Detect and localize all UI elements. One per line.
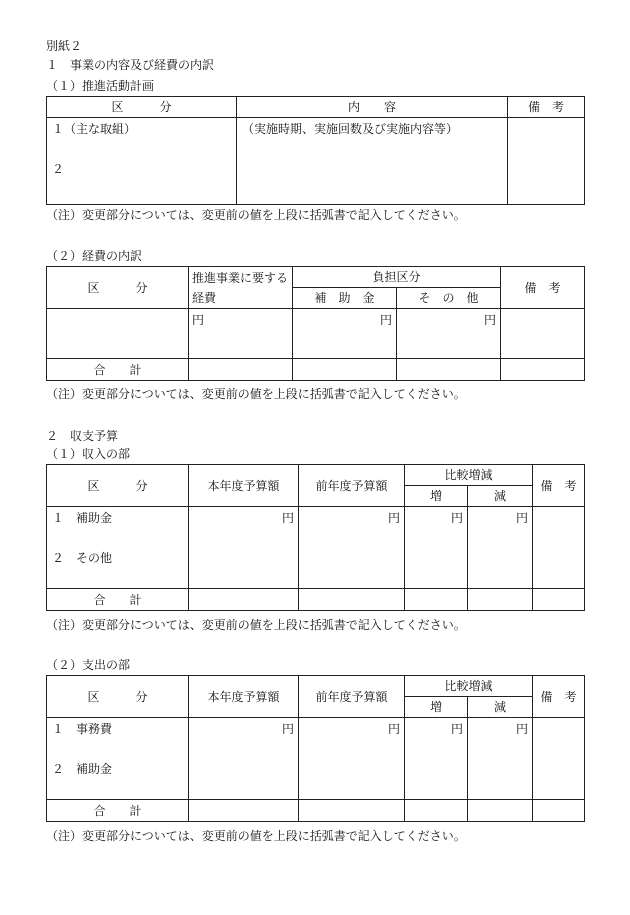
income-table — [46, 464, 585, 611]
income-header-remarks: 備 考 — [533, 465, 585, 507]
outgo-cell-current-unit: 円 — [189, 718, 299, 800]
expense-cell-category — [47, 309, 189, 359]
expense-header-subsidy: 補 助 金 — [293, 288, 397, 309]
income-header-comparison: 比較増減 — [405, 465, 533, 486]
expense-cell-remarks — [501, 309, 585, 359]
outgo-cell-remarks — [533, 718, 585, 800]
income-total-previous — [299, 589, 405, 611]
outgo-header-comparison: 比較増減 — [405, 676, 533, 697]
plan-cell-category — [47, 118, 237, 205]
outgo-header-category: 区 分 — [47, 676, 189, 718]
income-total-current — [189, 589, 299, 611]
income-row-2-label: ２ その他 — [52, 551, 113, 565]
income-cell-current-unit: 円 — [189, 507, 299, 589]
outgo-total-previous — [299, 800, 405, 822]
income-note: （注）変更部分については、変更前の値を上段に括弧書で記入してください。 — [46, 618, 466, 632]
expense-table — [46, 266, 585, 381]
expense-title: （２）経費の内訳 — [46, 249, 143, 263]
income-total-decrease — [468, 589, 533, 611]
income-total-label: 合 計 — [47, 589, 189, 611]
expense-total-label: 合 計 — [47, 359, 189, 381]
outgo-total-remarks — [533, 800, 585, 822]
outgo-header-previous: 前年度予算額 — [299, 676, 405, 718]
outgo-header-current: 本年度予算額 — [189, 676, 299, 718]
income-cell-previous-unit: 円 — [299, 507, 405, 589]
outgo-header-increase: 増 — [405, 697, 468, 718]
plan-cell-remarks — [508, 118, 585, 205]
outgo-total-label: 合 計 — [47, 800, 189, 822]
attachment-label: 別紙２ — [46, 39, 83, 53]
plan-row-1-content: （実施時期、実施回数及び実施内容等） — [242, 122, 459, 136]
income-total-remarks — [533, 589, 585, 611]
outgo-total-current — [189, 800, 299, 822]
income-header-current: 本年度予算額 — [189, 465, 299, 507]
expense-total-subsidy — [293, 359, 397, 381]
expense-note: （注）変更部分については、変更前の値を上段に括弧書で記入してください。 — [46, 387, 466, 401]
expense-header-remarks: 備 考 — [501, 267, 585, 309]
outgo-title: （２）支出の部 — [46, 658, 131, 672]
income-header-decrease: 減 — [468, 486, 533, 507]
expense-header-cost: 推進事業に要する経費 — [189, 267, 293, 309]
plan-title: （１）推進活動計画 — [46, 79, 155, 93]
plan-header-remarks: 備 考 — [508, 97, 585, 118]
plan-header-category: 区 分 — [47, 97, 237, 118]
outgo-cell-previous-unit: 円 — [299, 718, 405, 800]
income-header-previous: 前年度予算額 — [299, 465, 405, 507]
plan-note: （注）変更部分については、変更前の値を上段に括弧書で記入してください。 — [46, 208, 466, 222]
section1-title: １ 事業の内容及び経費の内訳 — [46, 58, 215, 72]
outgo-row-2-label: ２ 補助金 — [52, 762, 113, 776]
outgo-table — [46, 675, 585, 822]
income-row-1-label: １ 補助金 — [52, 511, 113, 525]
expense-cell-other-unit: 円 — [397, 309, 501, 359]
income-cell-category — [47, 507, 189, 589]
expense-total-remarks — [501, 359, 585, 381]
income-total-increase — [405, 589, 468, 611]
income-cell-remarks — [533, 507, 585, 589]
outgo-cell-increase-unit: 円 — [405, 718, 468, 800]
outgo-header-remarks: 備 考 — [533, 676, 585, 718]
expense-cell-subsidy-unit: 円 — [293, 309, 397, 359]
plan-row-1-category: １（主な取組） — [52, 122, 137, 136]
plan-row-2-category: ２ — [52, 162, 65, 176]
outgo-cell-decrease-unit: 円 — [468, 718, 533, 800]
outgo-total-increase — [405, 800, 468, 822]
outgo-header-decrease: 減 — [468, 697, 533, 718]
income-cell-increase-unit: 円 — [405, 507, 468, 589]
income-title: （１）収入の部 — [46, 447, 131, 461]
outgo-total-decrease — [468, 800, 533, 822]
expense-total-cost — [189, 359, 293, 381]
outgo-note: （注）変更部分については、変更前の値を上段に括弧書で記入してください。 — [46, 829, 466, 843]
expense-header-burden: 負担区分 — [293, 267, 501, 288]
plan-cell-content — [237, 118, 508, 205]
outgo-cell-category — [47, 718, 189, 800]
plan-header-content: 内 容 — [237, 97, 508, 118]
expense-header-category: 区 分 — [47, 267, 189, 309]
expense-total-other — [397, 359, 501, 381]
plan-table — [46, 96, 585, 205]
income-header-increase: 増 — [405, 486, 468, 507]
income-cell-decrease-unit: 円 — [468, 507, 533, 589]
section2-title: ２ 収支予算 — [46, 429, 119, 443]
income-header-category: 区 分 — [47, 465, 189, 507]
expense-header-other: そ の 他 — [397, 288, 501, 309]
outgo-row-1-label: １ 事務費 — [52, 722, 113, 736]
expense-cell-cost-unit: 円 — [189, 309, 293, 359]
